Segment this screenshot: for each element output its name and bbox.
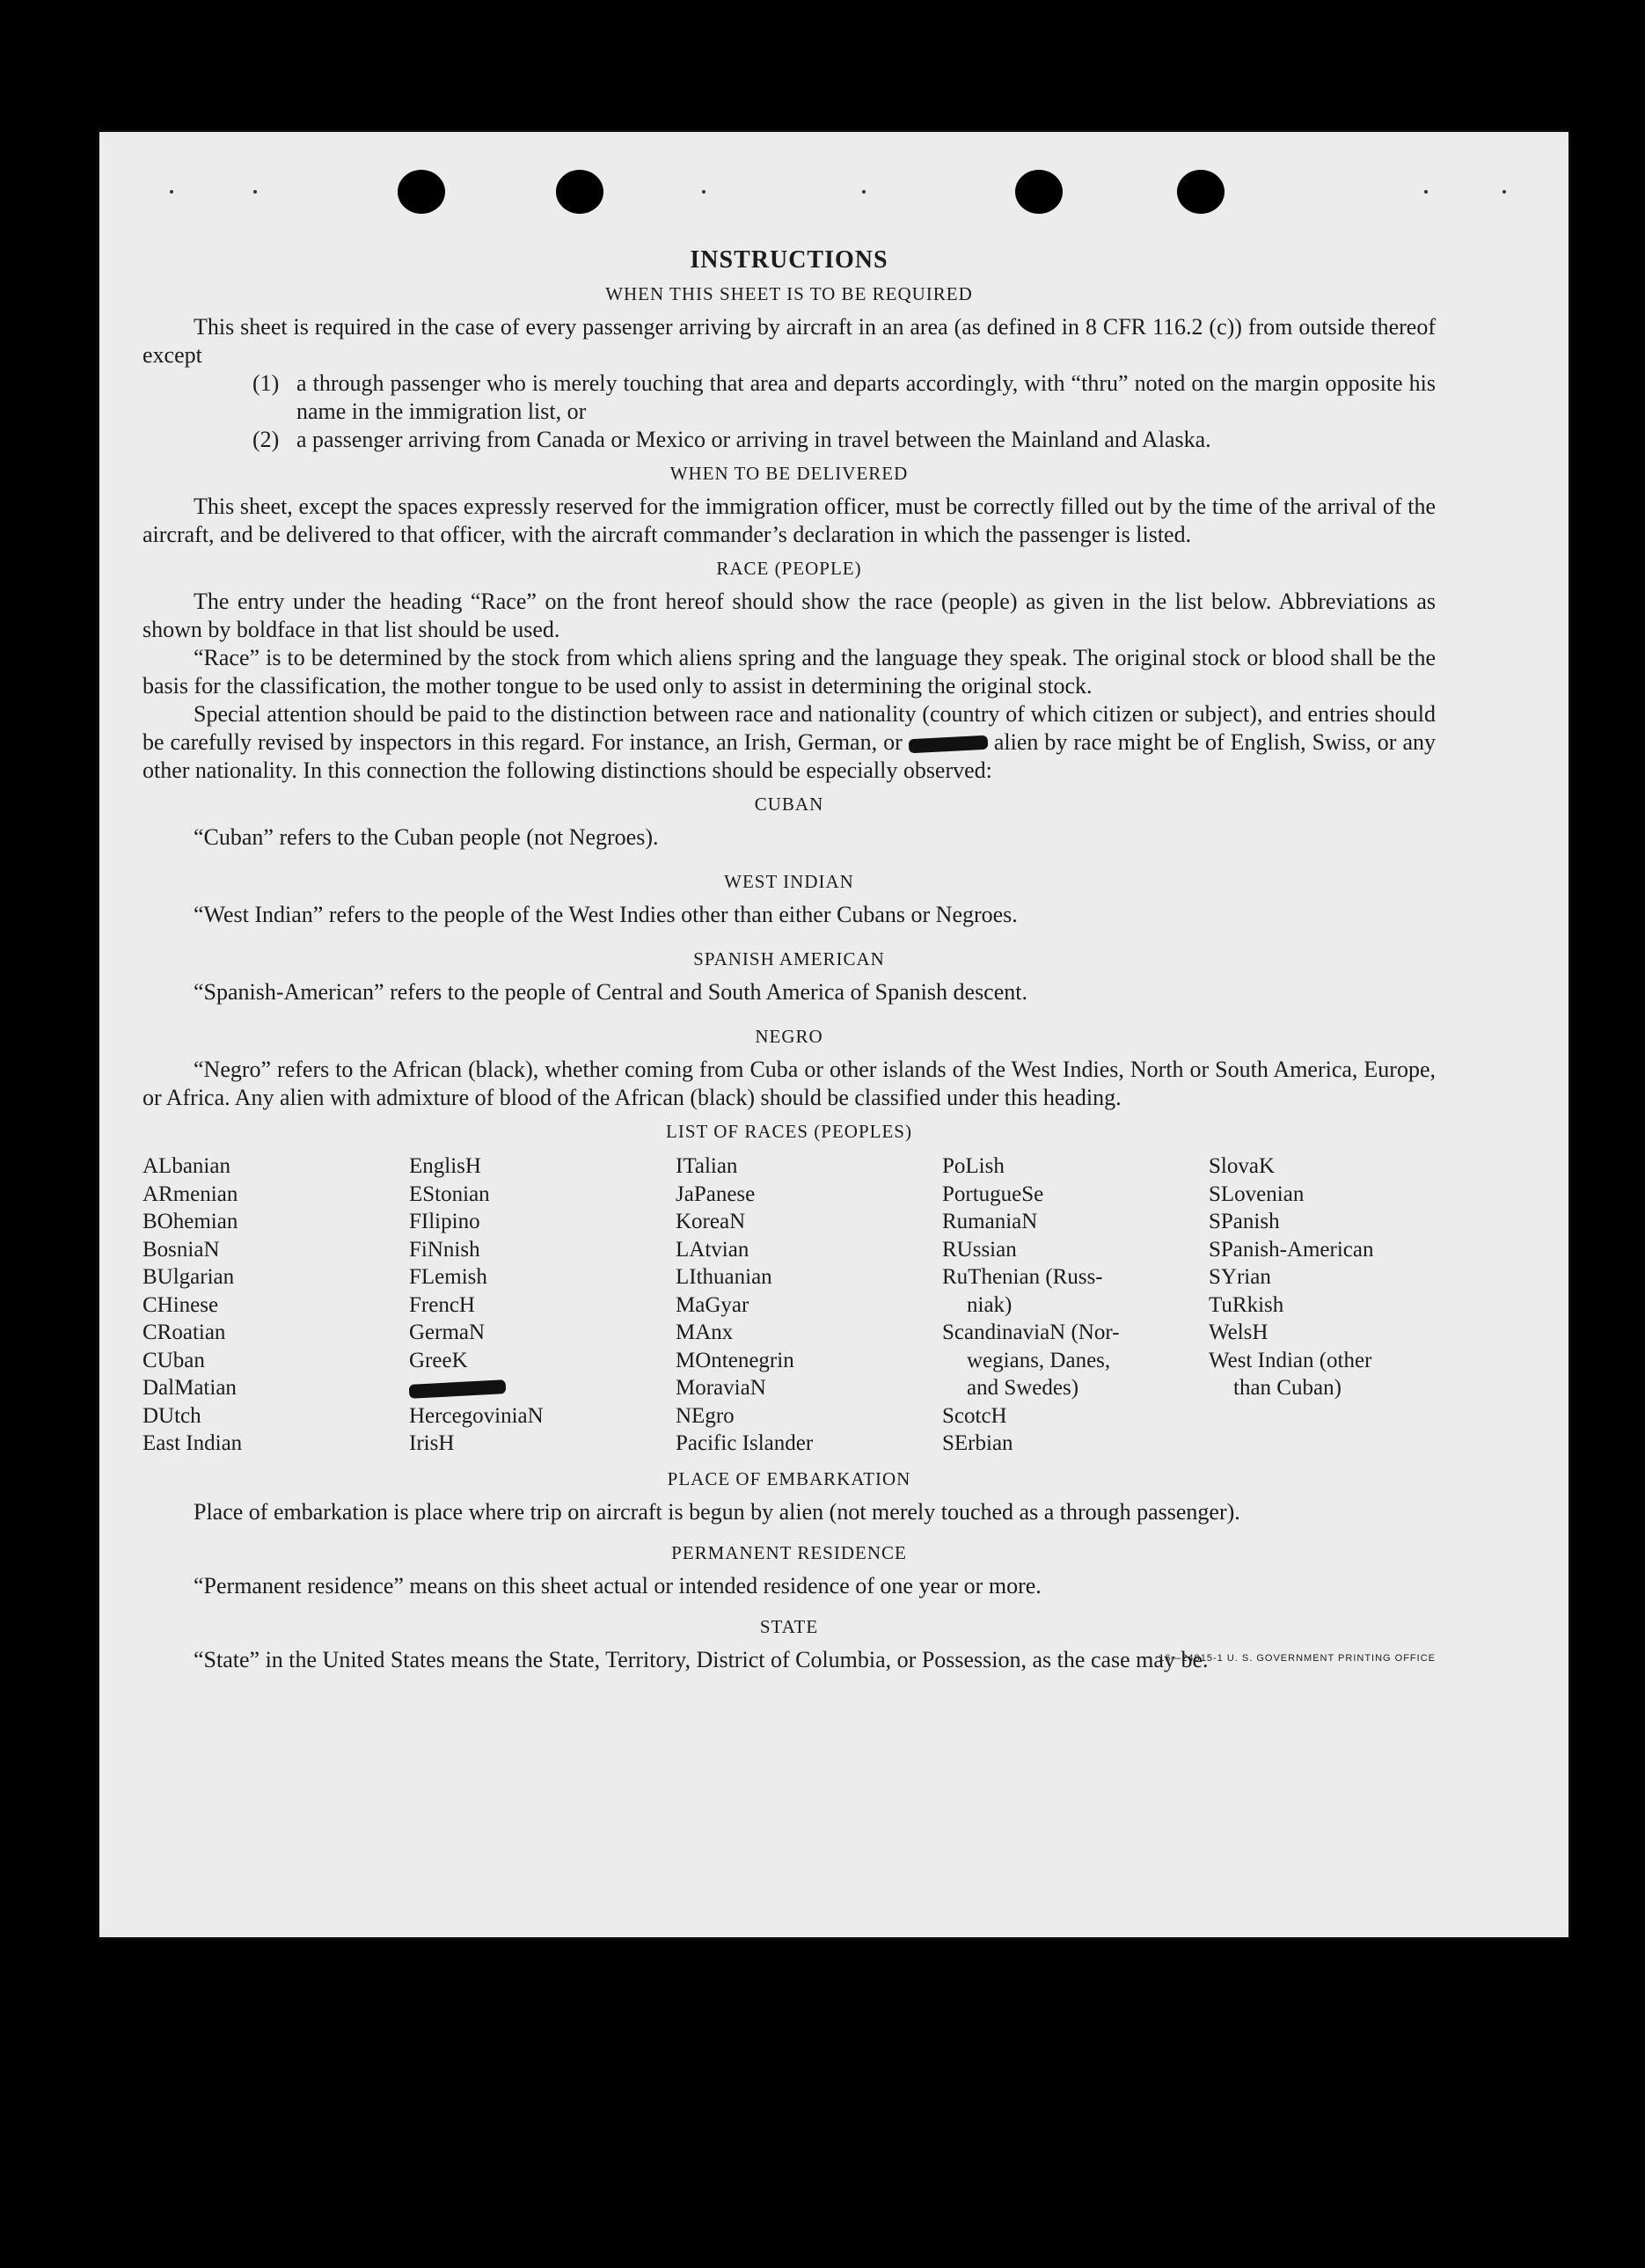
race-item: BUlgarian — [143, 1265, 235, 1289]
race-item: MoraviaN — [676, 1376, 766, 1400]
instructions-content — [143, 246, 1436, 1674]
race-item: SlovaK — [1209, 1154, 1275, 1178]
punch-hole — [556, 170, 603, 214]
race-item: SLovenian — [1209, 1182, 1305, 1206]
race-item: CUban — [143, 1348, 205, 1372]
race-item: DUtch — [143, 1403, 201, 1428]
race-item-redacted — [409, 1374, 676, 1402]
section-heading: PERMANENT RESIDENCE — [671, 1541, 907, 1563]
paragraph: The entry under the heading “Race” on the front hereof should show the race (people) as given in the list below. Abbreviations as shown by boldface in that list should be used. — [143, 589, 1436, 642]
race-item: GermaN — [409, 1321, 486, 1344]
race-item: TuRkish — [1209, 1292, 1284, 1317]
section-heading: WEST INDIAN — [724, 871, 854, 892]
race-item: PortugueSe — [942, 1182, 1044, 1206]
paragraph: “Spanish-American” refers to the people of Central and South America of Spanish descent. — [194, 979, 1027, 1005]
race-item-continued: than Cuban) — [1233, 1376, 1342, 1400]
item-text: a through passenger who is merely touching that area and departs accordingly, with “thru” noted on the margin opposite his name in the immigration list, or — [296, 370, 1436, 424]
paragraph: “Permanent residence” means on this sheet actual or intended residence of one year or more. — [194, 1572, 1042, 1599]
race-item: West Indian (other — [1209, 1348, 1372, 1372]
race-item: RumaniaN — [942, 1210, 1038, 1233]
race-item: MaGyar — [676, 1292, 749, 1317]
paragraph: “Negro” refers to the African (black), whether coming from Cuba or other islands of the West Indies, North or South America, Europe, or Africa. Any alien with admixture of blood of the African (black) should be classified under this heading. — [143, 1057, 1436, 1110]
list-item — [252, 369, 1436, 426]
race-column — [942, 1152, 1209, 1458]
paragraph: This sheet is required in the case of every passenger arriving by aircraft in an area (as defined in 8 CFR 116.2 (c)) from outside thereof except — [143, 314, 1436, 368]
race-item: EStonian — [409, 1182, 490, 1206]
speck — [1424, 190, 1428, 194]
paragraph-part: alien by race might be of English, Swiss, or any other nationality. In this connection the following distinctions should be especially observed: — [143, 729, 1437, 783]
redaction-mark — [908, 735, 988, 754]
document-sheet — [99, 132, 1568, 1937]
race-item: ScandinaviaN (Nor- — [942, 1321, 1120, 1344]
race-item: ALbanian — [143, 1154, 230, 1178]
item-text: a passenger arriving from Canada or Mexico or arriving in travel between the Mainland and Alaska. — [296, 427, 1211, 452]
section-heading: STATE — [759, 1615, 819, 1637]
race-item: SYrian — [1209, 1265, 1271, 1289]
race-item: FLemish — [409, 1265, 487, 1289]
race-item: FrencH — [409, 1292, 475, 1317]
race-item: ARmenian — [143, 1182, 238, 1206]
race-item: EnglisH — [409, 1154, 481, 1178]
race-item-continued: wegians, Danes, — [967, 1348, 1111, 1372]
race-item: FIlipino — [409, 1210, 480, 1233]
race-item: PoLish — [942, 1154, 1005, 1178]
race-column — [1209, 1152, 1436, 1458]
paragraph: “Cuban” refers to the Cuban people (not Negroes). — [194, 824, 659, 850]
race-column — [143, 1152, 409, 1458]
race-item: IrisH — [409, 1431, 455, 1455]
paragraph: This sheet, except the spaces expressly reserved for the immigration officer, must be correctly filled out by the time of the arrival of the aircraft, and be delivered to that officer, with the aircraft commander’s declaration in which the passenger is listed. — [143, 494, 1436, 547]
race-item-continued: and Swedes) — [967, 1376, 1079, 1400]
race-item: SPanish — [1209, 1210, 1280, 1233]
race-item: SErbian — [942, 1431, 1013, 1455]
redaction-mark — [409, 1379, 507, 1399]
race-item: KoreaN — [676, 1210, 746, 1233]
race-item: BOhemian — [143, 1210, 238, 1233]
speck — [862, 190, 866, 194]
section-heading: WHEN TO BE DELIVERED — [669, 463, 909, 484]
final-section — [143, 1646, 1436, 1674]
race-item: East Indian — [143, 1431, 243, 1455]
race-item: RuThenian (Russ- — [942, 1265, 1103, 1289]
paragraph-part: Special attention should be paid to the distinction between race and nationality (country of which citizen or subject), and entries should be carefully revised by inspectors in this regard. For instance, an Irish, German, or — [143, 701, 1436, 755]
race-item: FiNnish — [409, 1237, 480, 1262]
race-item: RUssian — [942, 1237, 1017, 1262]
punch-hole — [398, 170, 445, 214]
paragraph: “West Indian” refers to the people of the West Indies other than either Cubans or Negroes. — [194, 902, 1018, 927]
item-number: (1) — [252, 370, 280, 396]
race-item: JaPanese — [676, 1182, 756, 1206]
race-item: LIthuanian — [676, 1265, 772, 1289]
page-title: INSTRUCTIONS — [690, 246, 888, 274]
race-column — [676, 1152, 942, 1458]
punch-hole — [1015, 170, 1063, 214]
list-item — [252, 426, 1436, 454]
race-item: Pacific Islander — [676, 1431, 814, 1455]
race-item: MOntenegrin — [676, 1348, 794, 1372]
print-code: 16—24915-1 U. S. GOVERNMENT PRINTING OFFICE — [1159, 1652, 1436, 1664]
paragraph: “Race” is to be determined by the stock from which aliens spring and the language they speak. The original stock or blood shall be the basis for the classification, the mother tongue to be used only to assist in determining the original stock. — [143, 645, 1436, 699]
punch-hole — [1177, 170, 1225, 214]
race-item: GreeK — [409, 1348, 468, 1372]
paragraph — [143, 700, 1436, 785]
race-item: CHinese — [143, 1292, 219, 1317]
race-item: MAnx — [676, 1321, 734, 1344]
race-item: ScotcH — [942, 1403, 1007, 1428]
race-item-continued: niak) — [967, 1292, 1013, 1317]
race-item: WelsH — [1209, 1321, 1268, 1344]
race-item: SPanish-American — [1209, 1237, 1374, 1262]
race-item: CRoatian — [143, 1321, 226, 1344]
section-heading: PLACE OF EMBARKATION — [667, 1467, 911, 1489]
race-item: NEgro — [676, 1403, 735, 1428]
section-heading: LIST OF RACES (PEOPLES) — [666, 1121, 912, 1142]
race-item: HercegoviniaN — [409, 1403, 544, 1428]
section-heading: WHEN THIS SHEET IS TO BE REQUIRED — [605, 283, 973, 304]
speck — [702, 190, 706, 194]
paragraph: Place of embarkation is place where trip on aircraft is begun by alien (not merely touched as a through passenger). — [194, 1498, 1240, 1525]
race-item: ITalian — [676, 1154, 738, 1178]
section-heading: NEGRO — [755, 1026, 823, 1047]
race-item: BosniaN — [143, 1237, 220, 1262]
section-heading: CUBAN — [754, 794, 824, 815]
race-item: LAtvian — [676, 1237, 749, 1262]
race-item: DalMatian — [143, 1376, 237, 1400]
section-heading: RACE (PEOPLE) — [716, 558, 862, 579]
race-list — [143, 1152, 1436, 1458]
section-heading: SPANISH AMERICAN — [693, 948, 885, 969]
paragraph: “State” in the United States means the State, Territory, District of Columbia, or Possession, as the case may be. — [194, 1646, 1209, 1672]
race-column — [409, 1152, 676, 1458]
item-number: (2) — [252, 427, 280, 452]
speck — [1502, 190, 1506, 194]
speck — [253, 190, 257, 194]
speck — [170, 190, 173, 194]
